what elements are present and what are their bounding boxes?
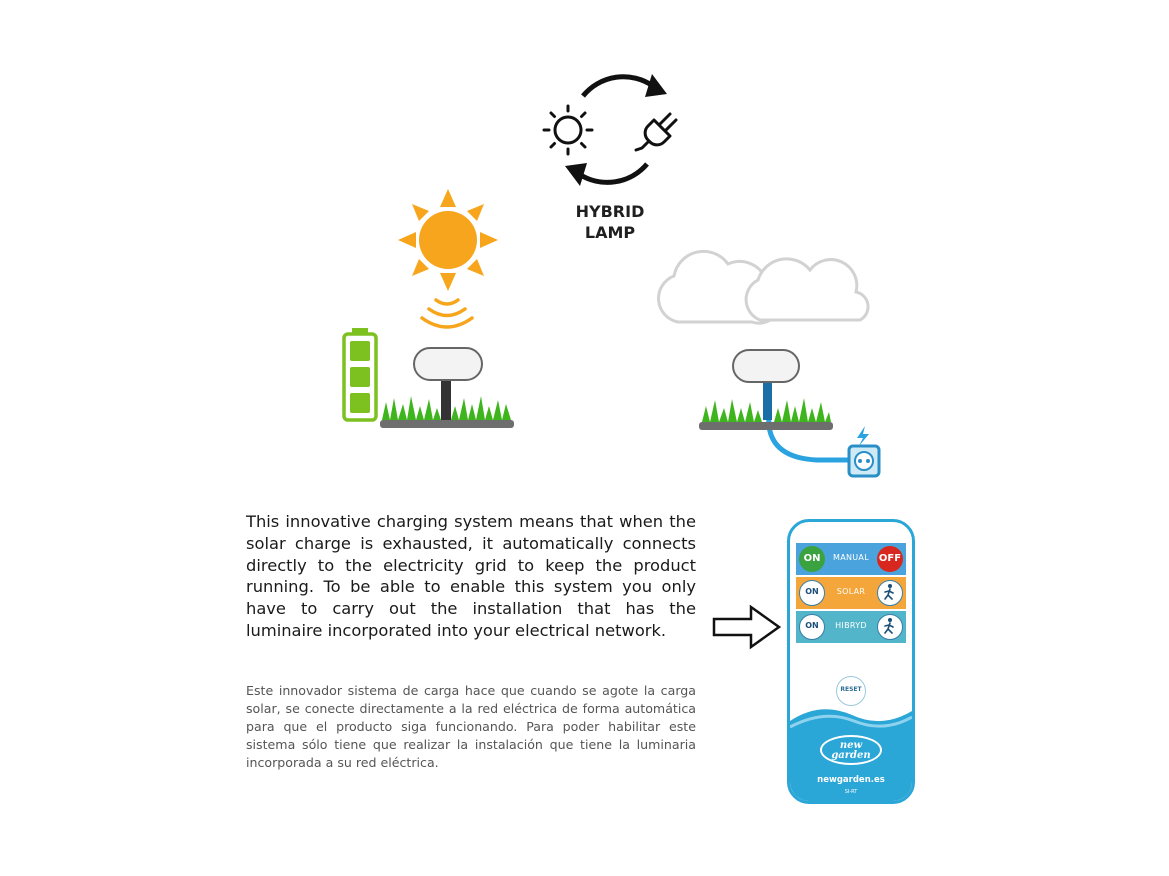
spanish-description: Este innovador sistema de carga hace que cuando se agote la carga solar, se conecte directamente a la red eléctrica de forma automática para que el producto siga funcionando. Para poder habilitar este sistema sólo tiene que realizar la instalación que tiene la luminaria incorporada a su red eléctrica. (246, 683, 696, 770)
sun-outline-icon (542, 104, 594, 156)
solar-row (796, 577, 906, 609)
reset-label: RESET (840, 686, 862, 693)
grid-lamp-in-grass (697, 346, 887, 482)
brand-line2: garden (831, 750, 871, 761)
on-button[interactable]: ON (799, 546, 825, 572)
hybrid-motion-button[interactable] (877, 614, 903, 640)
hybrid-on-button[interactable] (799, 614, 825, 640)
hybrid-row (796, 611, 906, 643)
remote-control (787, 519, 915, 804)
off-button[interactable]: OFF (877, 546, 903, 572)
english-description: This innovative charging system means that when the solar charge is exhausted, it automatically connects directly to the electricity grid to keep the product running. To be able to enable this system you only have to carry out the installation that has the luminaire incorporated into your electrical network. (246, 512, 696, 640)
battery-icon (341, 327, 379, 423)
power-socket-icon (849, 446, 879, 476)
plug-icon (632, 106, 684, 156)
model-code: SI-RT (844, 789, 858, 795)
manual-row (796, 543, 906, 575)
solar-lamp-in-grass (378, 344, 518, 432)
brand-url: newgarden.es (817, 775, 885, 785)
newgarden-logo (820, 735, 882, 765)
cloud-icon (650, 240, 880, 328)
right-arrow-icon (711, 603, 783, 651)
hybrid-title-line2: LAMP (584, 223, 636, 242)
motion-sensor-icon (878, 581, 901, 604)
solar-on-label: ON (805, 587, 819, 596)
sun-rays-waves (418, 294, 476, 334)
hybrid-title-line1: HYBRID (575, 202, 645, 221)
hybrid-on-label: ON (805, 621, 819, 630)
solar-on-button[interactable] (799, 580, 825, 606)
hybrid-lamp-title (545, 201, 675, 243)
brand-line1: new (839, 740, 863, 751)
motion-sensor-icon (878, 615, 901, 638)
manual-label: MANUAL (833, 553, 869, 562)
solar-label: SOLAR (836, 587, 866, 596)
solar-motion-button[interactable] (877, 580, 903, 606)
lightning-icon (857, 426, 869, 446)
hybrid-label: HIBRYD (835, 621, 867, 630)
sun-icon (396, 187, 500, 293)
